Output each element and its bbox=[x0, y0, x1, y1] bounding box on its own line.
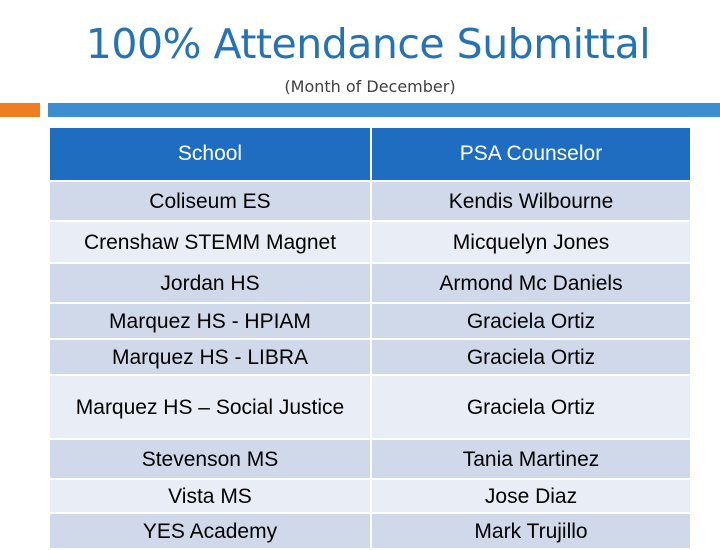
school-cell: Stevenson MS bbox=[49, 439, 371, 479]
counselor-cell: Graciela Ortiz bbox=[371, 339, 691, 375]
column-header-counselor: PSA Counselor bbox=[371, 127, 691, 181]
table-row bbox=[49, 513, 691, 549]
counselor-cell: Tania Martinez bbox=[371, 439, 691, 479]
table-row bbox=[49, 303, 691, 339]
counselor-cell: Mark Trujillo bbox=[371, 513, 691, 549]
counselor-cell: Armond Mc Daniels bbox=[371, 263, 691, 303]
page-subtitle: (Month of December) bbox=[284, 77, 456, 96]
school-cell: Marquez HS – Social Justice bbox=[49, 375, 371, 439]
counselor-cell: Graciela Ortiz bbox=[371, 303, 691, 339]
page-title: 100% Attendance Submittal bbox=[85, 20, 651, 68]
school-cell: Crenshaw STEMM Magnet bbox=[49, 221, 371, 263]
school-cell: Coliseum ES bbox=[49, 181, 371, 221]
school-cell: Marquez HS - HPIAM bbox=[49, 303, 371, 339]
school-cell: Jordan HS bbox=[49, 263, 371, 303]
table-row bbox=[49, 479, 691, 513]
school-cell: Marquez HS - LIBRA bbox=[49, 339, 371, 375]
table-row bbox=[49, 181, 691, 221]
accent-bar-orange bbox=[0, 103, 40, 117]
table-row bbox=[49, 263, 691, 303]
table-row bbox=[49, 339, 691, 375]
counselor-cell: Kendis Wilbourne bbox=[371, 181, 691, 221]
table-row bbox=[49, 439, 691, 479]
accent-bar-blue bbox=[48, 103, 720, 117]
school-cell: YES Academy bbox=[49, 513, 371, 549]
counselor-cell: Jose Diaz bbox=[371, 479, 691, 513]
column-header-school: School bbox=[49, 127, 371, 181]
counselor-cell: Graciela Ortiz bbox=[371, 375, 691, 439]
table-header-row bbox=[49, 127, 691, 181]
counselor-cell: Micquelyn Jones bbox=[371, 221, 691, 263]
table-row bbox=[49, 375, 691, 439]
attendance-table bbox=[48, 126, 692, 550]
school-cell: Vista MS bbox=[49, 479, 371, 513]
table-row bbox=[49, 221, 691, 263]
